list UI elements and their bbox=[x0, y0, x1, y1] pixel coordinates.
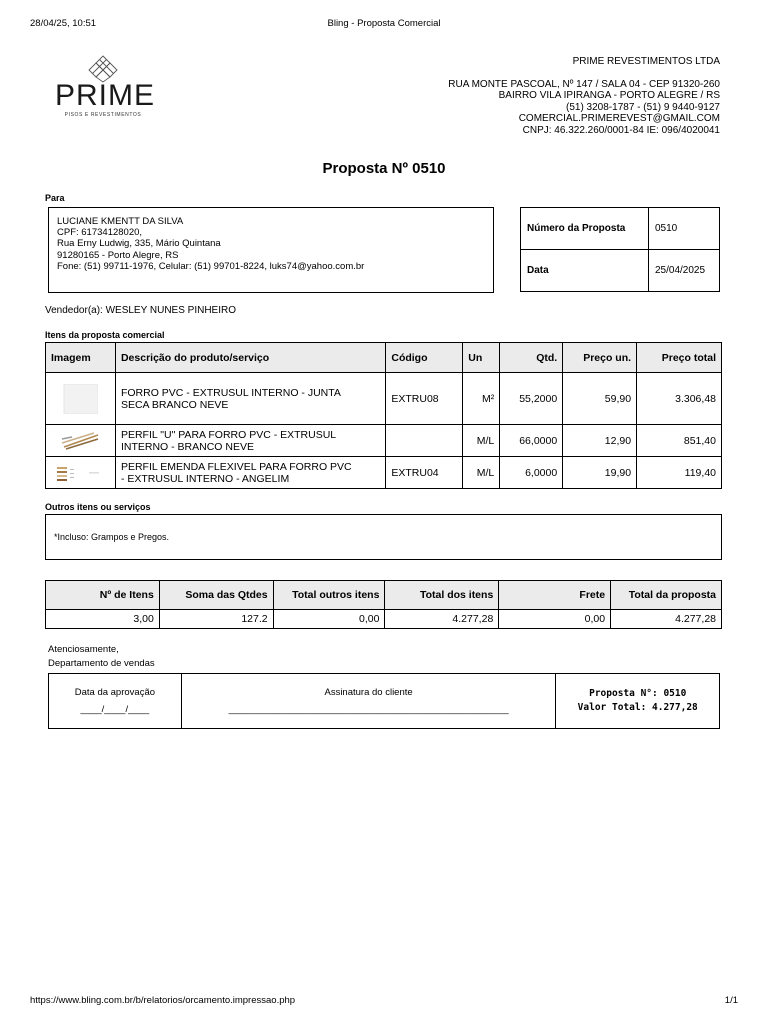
print-url: https://www.bling.com.br/b/relatorios/orcamento.impressao.php bbox=[30, 995, 296, 1006]
approval-date-cell bbox=[49, 674, 182, 729]
proposal-date-value: 25/04/2025 bbox=[649, 250, 720, 292]
client-signature-cell bbox=[181, 674, 556, 729]
print-header bbox=[30, 18, 738, 30]
signature-row bbox=[49, 674, 720, 729]
item-image bbox=[46, 425, 116, 457]
items-label: Itens da proposta comercial bbox=[45, 330, 165, 340]
item-image bbox=[46, 373, 116, 425]
item-un: M/L bbox=[463, 457, 500, 489]
col-preco-un: Preço un. bbox=[563, 343, 637, 373]
item-un: M/L bbox=[463, 425, 500, 457]
item-image bbox=[46, 457, 116, 489]
table-row bbox=[46, 373, 722, 425]
white-panel-thumb-icon bbox=[62, 384, 98, 414]
company-email: COMERCIAL.PRIMEREVEST@GMAIL.COM bbox=[518, 113, 720, 125]
company-info bbox=[448, 56, 720, 137]
client-signature-blank: _____________________________________________________ bbox=[228, 704, 509, 715]
seller-line: Vendedor(a): WESLEY NUNES PINHEIRO bbox=[45, 305, 236, 316]
closing-greeting: Atenciosamente, bbox=[48, 644, 119, 655]
company-district: BAIRRO VILA IPIRANGA - PORTO ALEGRE / RS bbox=[498, 90, 720, 102]
profile-strips-thumb-icon bbox=[60, 431, 100, 451]
table-row bbox=[46, 457, 722, 489]
summary-number: Proposta N°: 0510 bbox=[589, 688, 687, 699]
company-phones: (51) 3208-1787 - (51) 9 9440-9127 bbox=[566, 101, 720, 113]
item-unit-price: 12,90 bbox=[563, 425, 637, 457]
totals-col-frete: Frete bbox=[499, 581, 611, 610]
client-box bbox=[48, 207, 494, 293]
totals-col-soma-qtdes: Soma das Qtdes bbox=[159, 581, 273, 610]
col-un: Un bbox=[463, 343, 500, 373]
item-total-price: 3.306,48 bbox=[637, 373, 722, 425]
proposal-info-table bbox=[520, 207, 720, 292]
approval-date-label: Data da aprovação bbox=[74, 687, 156, 698]
totals-proposta: 4.277,28 bbox=[611, 610, 722, 629]
company-address: RUA MONTE PASCOAL, Nº 147 / SALA 04 - CEP 91320-260 bbox=[448, 78, 720, 90]
client-name: LUCIANE KMENTT DA SILVA bbox=[57, 216, 184, 227]
col-qtd: Qtd. bbox=[500, 343, 563, 373]
totals-n-itens: 3,00 bbox=[46, 610, 160, 629]
totals-col-outros: Total outros itens bbox=[273, 581, 385, 610]
outros-box bbox=[45, 514, 722, 560]
col-imagem: Imagem bbox=[46, 343, 116, 373]
signature-table bbox=[48, 673, 720, 729]
company-name: PRIME REVESTIMENTOS LTDA bbox=[572, 56, 720, 67]
item-total-price: 851,40 bbox=[637, 425, 722, 457]
proposal-date-row bbox=[521, 250, 720, 292]
item-code: EXTRU08 bbox=[386, 373, 463, 425]
totals-header-row bbox=[46, 581, 722, 610]
items-header-row bbox=[46, 343, 722, 373]
proposal-title: Proposta Nº 0510 bbox=[322, 160, 446, 177]
col-descricao: Descrição do produto/serviço bbox=[115, 343, 385, 373]
totals-table bbox=[45, 580, 722, 629]
item-qtd: 55,2000 bbox=[500, 373, 563, 425]
logo-tagline: PISOS E REVESTIMENTOS bbox=[64, 112, 142, 118]
item-unit-price: 59,90 bbox=[563, 373, 637, 425]
approval-date-blank: ____/____/____ bbox=[80, 704, 150, 715]
print-page-number: 1/1 bbox=[724, 995, 738, 1006]
outros-label: Outros itens ou serviços bbox=[45, 502, 151, 512]
item-unit-price: 19,90 bbox=[563, 457, 637, 489]
company-logo bbox=[55, 55, 155, 120]
proposal-date-label: Data bbox=[521, 250, 649, 292]
proposal-number-value: 0510 bbox=[649, 208, 720, 250]
item-total-price: 119,40 bbox=[637, 457, 722, 489]
table-row bbox=[46, 425, 722, 457]
item-qtd: 6,0000 bbox=[500, 457, 563, 489]
item-description: PERFIL "U" PARA FORRO PVC - EXTRUSUL INTERNO - BRANCO NEVE bbox=[115, 425, 385, 457]
item-code: EXTRU04 bbox=[386, 457, 463, 489]
closing-department: Departamento de vendas bbox=[48, 658, 155, 669]
item-description: FORRO PVC - EXTRUSUL INTERNO - JUNTA SECA BRANCO NEVE bbox=[115, 373, 385, 425]
summary-cell bbox=[556, 674, 720, 729]
client-street: Rua Erny Ludwig, 335, Mário Quintana bbox=[57, 238, 221, 250]
client-signature-label: Assinatura do cliente bbox=[324, 687, 413, 698]
logo-wordmark: PRIME bbox=[55, 79, 156, 112]
totals-values-row bbox=[46, 610, 722, 629]
proposal-number-row bbox=[521, 208, 720, 250]
closing bbox=[48, 643, 155, 671]
col-preco-total: Preço total bbox=[637, 343, 722, 373]
item-code bbox=[386, 425, 463, 457]
client-cpf: CPF: 61734128020, bbox=[57, 227, 143, 239]
totals-col-n-itens: Nº de Itens bbox=[46, 581, 160, 610]
proposal-number-label: Número da Proposta bbox=[521, 208, 649, 250]
summary-total: Valor Total: 4.277,28 bbox=[577, 702, 698, 713]
client-phone: Fone: (51) 99711-1976, Celular: (51) 99701-8224, luks74@yahoo.com.br bbox=[57, 260, 365, 272]
item-qtd: 66,0000 bbox=[500, 425, 563, 457]
item-un: M² bbox=[463, 373, 500, 425]
outros-text: *Incluso: Grampos e Pregos. bbox=[54, 532, 170, 542]
items-table bbox=[45, 342, 722, 489]
print-page-title: Bling - Proposta Comercial bbox=[327, 18, 441, 29]
totals-itens: 4.277,28 bbox=[385, 610, 499, 629]
totals-col-proposta: Total da proposta bbox=[611, 581, 722, 610]
profile-samples-thumb-icon bbox=[55, 463, 105, 483]
para-label: Para bbox=[45, 193, 65, 203]
col-codigo: Código bbox=[386, 343, 463, 373]
company-ids: CNPJ: 46.322.260/0001-84 IE: 096/4020041 bbox=[522, 124, 720, 136]
totals-outros: 0,00 bbox=[273, 610, 385, 629]
totals-soma-qtdes: 127.2 bbox=[159, 610, 273, 629]
totals-col-itens: Total dos itens bbox=[385, 581, 499, 610]
print-datetime: 28/04/25, 10:51 bbox=[30, 18, 97, 29]
client-city: 91280165 - Porto Alegre, RS bbox=[57, 249, 179, 261]
item-description: PERFIL EMENDA FLEXIVEL PARA FORRO PVC - EXTRUSUL INTERNO - ANGELIM bbox=[115, 457, 385, 489]
totals-frete: 0,00 bbox=[499, 610, 611, 629]
